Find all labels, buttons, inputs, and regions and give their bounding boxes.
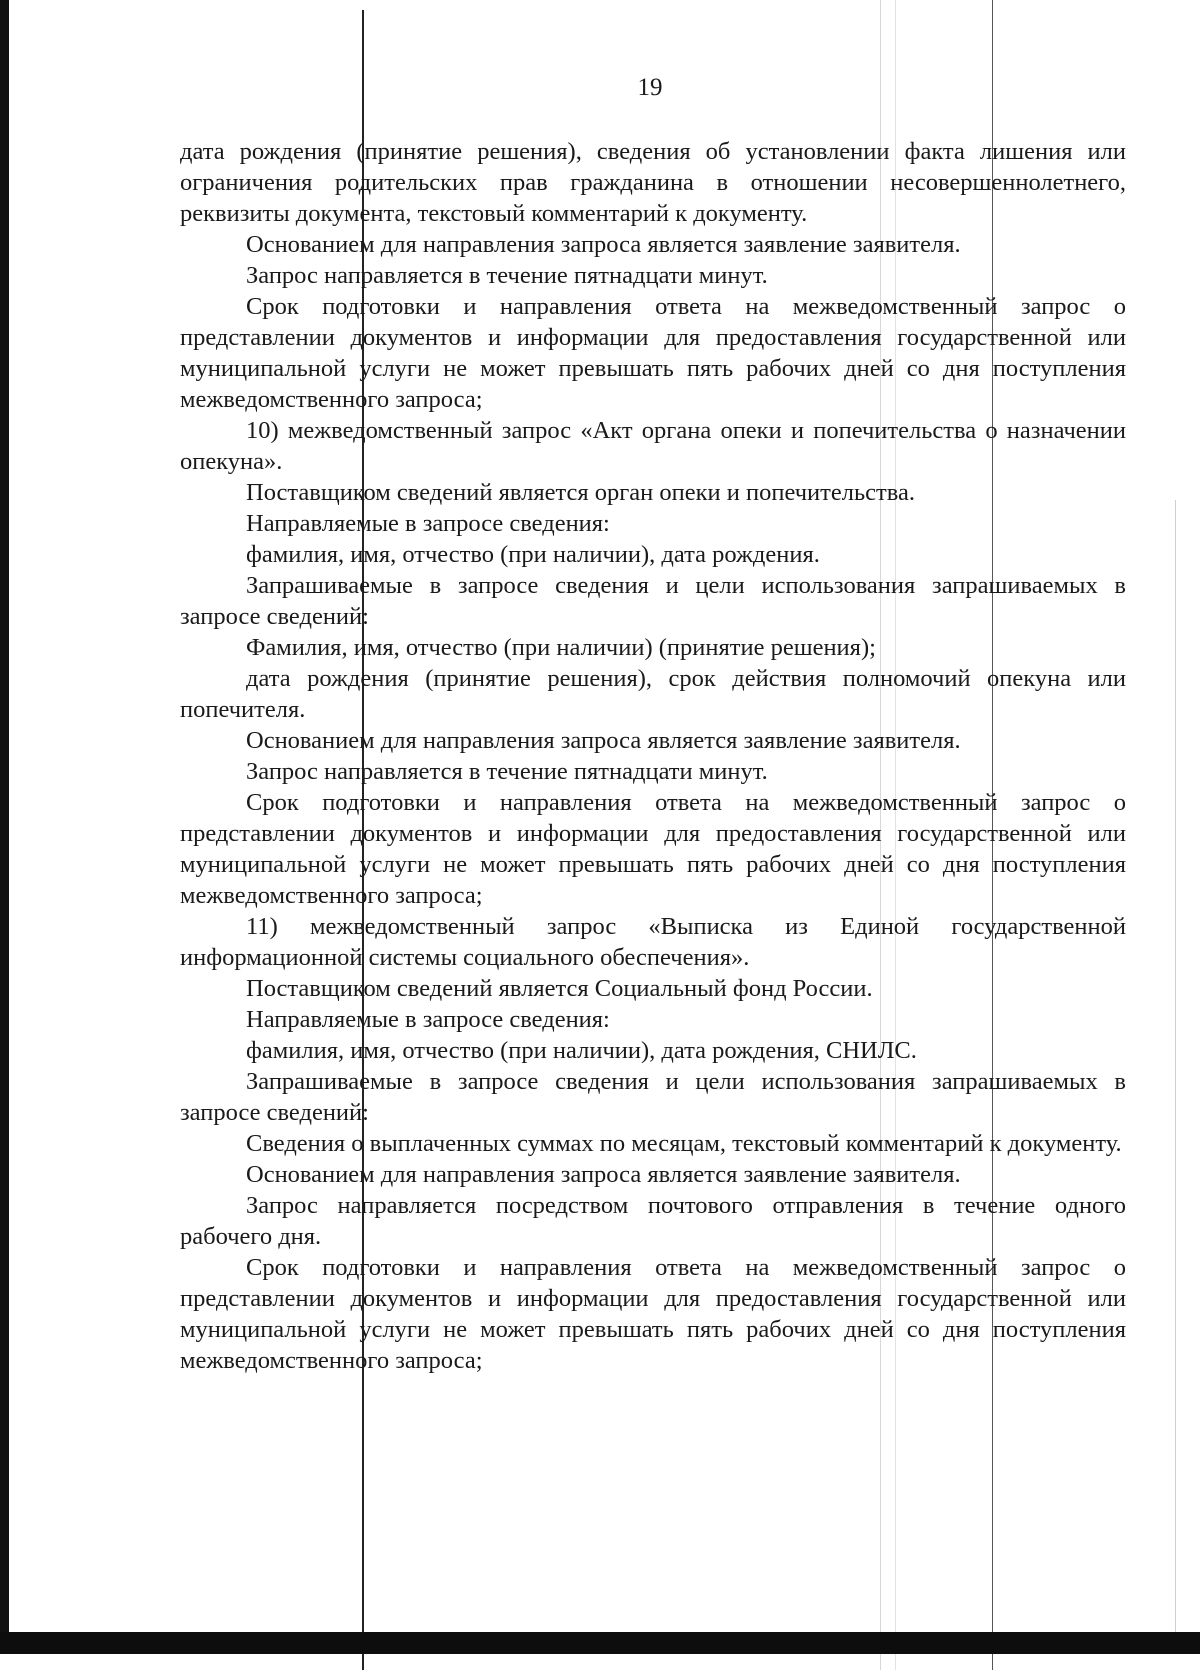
scan-edge-left [0,0,9,1640]
paragraph: Запрос направляется в течение пятнадцати минут. [246,262,768,289]
paragraph: 11) межведомственный запрос «Выписка из Единой государственной информационной системы социального обеспечения». [180,913,1126,971]
paragraph: фамилия, имя, отчество (при наличии), дата рождения, СНИЛС. [246,1037,917,1064]
paragraph: Основанием для направления запроса является заявление заявителя. [246,1161,961,1188]
paragraph: дата рождения (принятие решения), срок действия полномочий опекуна или попечителя. [180,665,1126,723]
paragraph: Фамилия, имя, отчество (при наличии) (принятие решения); [246,634,876,661]
paragraph: Направляемые в запросе сведения: [246,1006,610,1033]
paragraph: Срок подготовки и направления ответа на межведомственный запрос о представлении документов и информации для предоставления государственной или муниципальной услуги не может превышать пять рабочих дней со дня поступления межведомственного запроса; [180,293,1126,413]
paragraph: 10) межведомственный запрос «Акт органа опеки и попечительства о назначении опекуна». [180,417,1126,475]
paragraph: Запрашиваемые в запросе сведения и цели использования запрашиваемых в запросе сведений: [180,572,1126,630]
paragraph: Запрашиваемые в запросе сведения и цели использования запрашиваемых в запросе сведений: [180,1068,1126,1126]
document-body [180,136,1126,1376]
paragraph: Поставщиком сведений является орган опеки и попечительства. [246,479,915,506]
paragraph: Запрос направляется посредством почтового отправления в течение одного рабочего дня. [180,1192,1126,1250]
paragraph: Срок подготовки и направления ответа на межведомственный запрос о представлении документов и информации для предоставления государственной или муниципальной услуги не может превышать пять рабочих дней со дня поступления межведомственного запроса; [180,1254,1126,1374]
scan-edge-bottom [0,1632,1200,1654]
paragraph: дата рождения (принятие решения), сведения об установлении факта лишения или ограничения родительских прав гражданина в отношении несовершеннолетнего, реквизиты документа, текстовый комментарий к документу. [180,138,1126,227]
paragraph: Сведения о выплаченных суммах по месяцам, текстовый комментарий к документу. [246,1130,1122,1157]
paragraph: Поставщиком сведений является Социальный фонд России. [246,975,873,1002]
paragraph: Запрос направляется в течение пятнадцати минут. [246,758,768,785]
paragraph: Основанием для направления запроса является заявление заявителя. [246,231,961,258]
page-number: 19 [637,74,663,101]
paragraph: фамилия, имя, отчество (при наличии), дата рождения. [246,541,820,568]
scan-fold-line [1175,500,1176,1650]
paragraph: Направляемые в запросе сведения: [246,510,610,537]
paragraph: Основанием для направления запроса является заявление заявителя. [246,727,961,754]
paragraph: Срок подготовки и направления ответа на межведомственный запрос о представлении документов и информации для предоставления государственной или муниципальной услуги не может превышать пять рабочих дней со дня поступления межведомственного запроса; [180,789,1126,909]
